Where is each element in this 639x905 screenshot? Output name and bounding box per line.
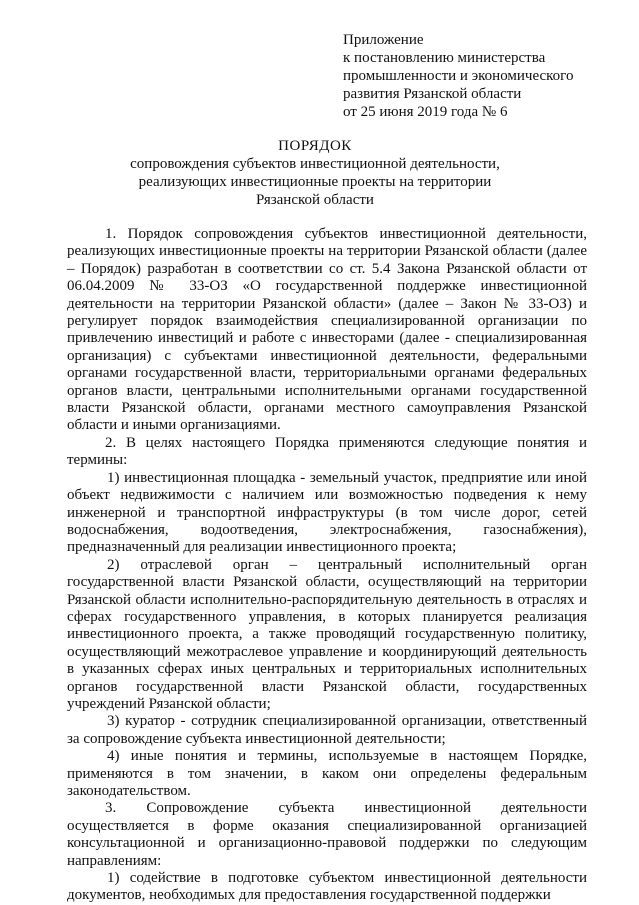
paragraph-2: 2. В целях настоящего Порядка применяются следующие понятия и термины: xyxy=(67,434,587,469)
document-title xyxy=(60,137,570,209)
appendix-line: Приложение xyxy=(343,32,424,48)
direction-1: 1) содействие в подготовке субъектом инвестиционной деятельности документов, необходимых для предоставления государственной поддержки xyxy=(67,870,587,904)
definition-1: 1) инвестиционная площадка - земельный участок, предприятие или иной объект недвижимости с наличием или возможностью подведения к нему инженерной и транспортной инфраструктуры (в том числе дорог, сетей водоснабжения, водоотведения, электроснабжения, газоснабжения), предназначенный для реализации инвестиционного проекта; xyxy=(67,469,587,556)
definition-3: 3) куратор - сотрудник специализированной организации, ответственный за сопровождение субъекта инвестиционной деятельности; xyxy=(67,713,587,747)
appendix-line: развития Рязанской области xyxy=(343,86,522,102)
appendix-line: к постановлению министерства xyxy=(343,50,546,66)
definition-2: 2) отраслевой орган – центральный исполнительный орган государственной власти Рязанской области, осуществляющий на территории Рязанской области исполнительно-распорядительную деятельность в отраслях и сферах государственного управления, в которых планируется реализация инвестиционного проекта, а также проводящий государственную политику, осуществляющий межотраслевое управление и координирующий деятельность в указанных сферах иных центральных и территориальных исполнительных органов государственной власти Рязанской области, государственных учреждений Рязанской области; xyxy=(67,556,587,712)
title-line: Рязанской области xyxy=(256,192,374,208)
appendix-line: от 25 июня 2019 года № 6 xyxy=(343,104,508,120)
title-line: сопровождения субъектов инвестиционной деятельности, xyxy=(130,156,500,172)
appendix-line: промышленности и экономического xyxy=(343,68,574,84)
paragraph-1: 1. Порядок сопровождения субъектов инвестиционной деятельности, реализующих инвестиционные проекты на территории Рязанской области (далее – Порядок) разработан в соответствии со ст. 5.4 Закона Рязанской области от 06.04.2009 № 33-ОЗ «О государственной поддержке инвестиционной деятельности на территории Рязанской области» (далее – Закон № 33-ОЗ) и регулирует порядок взаимодействия специализированной организации по привлечению инвестиций и работе с инвесторами (далее - специализированная организация) с субъектами инвестиционной деятельности, федеральными органами государственной власти, территориальными органами федеральных органов власти, центральными исполнительными органами государственной власти Рязанской области, органами местного самоуправления Рязанской области и иными организациями. xyxy=(67,226,587,434)
paragraph-3: 3. Сопровождение субъекта инвестиционной деятельности осуществляется в форме оказания специализированной организацией консультационной и организационно-правовой поддержки по следующим направлениям: xyxy=(67,800,587,869)
definition-4: 4) иные понятия и термины, используемые в настоящем Порядке, применяются в том значении, в каком они определены федеральным законодательством. xyxy=(67,748,587,799)
appendix-block xyxy=(343,31,623,121)
document-body xyxy=(67,226,587,905)
title-heading: ПОРЯДОК xyxy=(278,138,352,154)
title-line: реализующих инвестиционные проекты на территории xyxy=(138,174,492,190)
